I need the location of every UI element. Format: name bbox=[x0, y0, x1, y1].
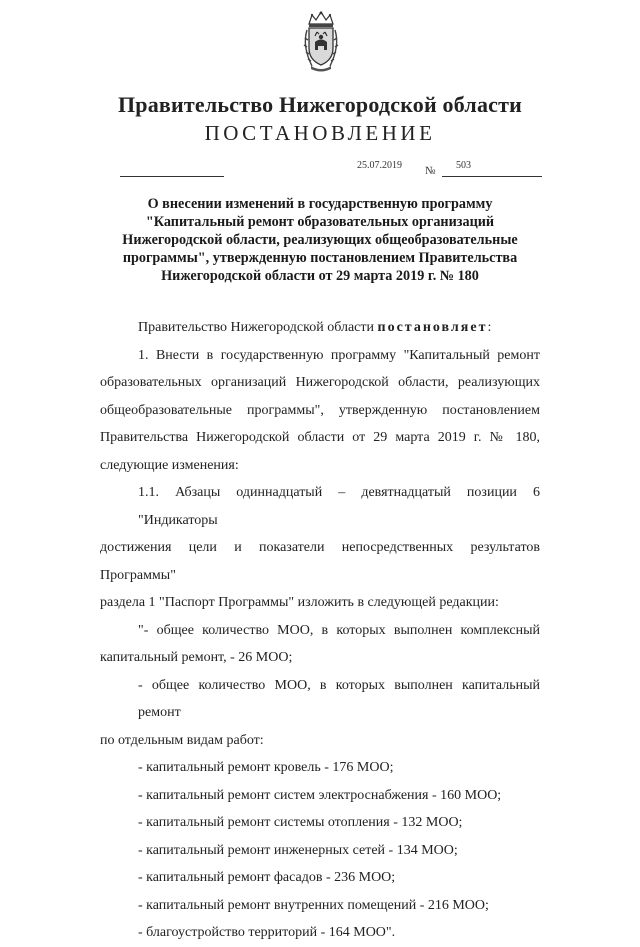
number-sign: № bbox=[425, 165, 436, 177]
decree-lead: Правительство Нижегородской области bbox=[138, 320, 374, 335]
item1-line: Правительства Нижегородской области от 29 марта 2019 г. № 180, bbox=[100, 430, 540, 445]
decree-colon: : bbox=[487, 320, 492, 335]
item1-line: следующие изменения: bbox=[100, 457, 239, 473]
list-item: - капитальный ремонт систем электроснабжения - 160 МОО; bbox=[138, 787, 502, 803]
decree-preamble bbox=[100, 314, 540, 342]
coat-of-arms-emblem bbox=[300, 10, 342, 74]
list-item: - капитальный ремонт системы отопления - 132 МОО; bbox=[138, 815, 463, 830]
quote1-line: капитальный ремонт, - 26 МОО; bbox=[100, 650, 293, 665]
list-item: - капитальный ремонт кровель - 176 МОО; bbox=[138, 760, 394, 775]
quote2-line: - общее количество МОО, в которых выполнен капитальный ремонт bbox=[138, 677, 540, 720]
list-item: - благоустройство территорий - 164 МОО". bbox=[138, 925, 396, 940]
subject-line: Нижегородской области от 29 марта 2019 г. № 180 bbox=[161, 268, 479, 284]
decree-body bbox=[100, 314, 540, 947]
decree-number: 503 bbox=[456, 160, 471, 171]
list-item: - капитальный ремонт инженерных сетей - 134 МОО; bbox=[138, 842, 458, 858]
item11-line: достижения цели и показатели непосредственных результатов Программы" bbox=[100, 540, 540, 583]
subject-line: О внесении изменений в государственную программу bbox=[147, 196, 493, 212]
decree-word: постановляет bbox=[377, 320, 488, 335]
decree-date: 25.07.2019 bbox=[357, 160, 402, 171]
quote2-line: по отдельным видам работ: bbox=[100, 732, 264, 748]
item11-line: 1.1. Абзацы одиннадцатый – девятнадцатый позиции 6 "Индикаторы bbox=[138, 485, 540, 528]
list-item: - капитальный ремонт внутренних помещений - 216 МОО; bbox=[138, 897, 489, 913]
subject-line: Нижегородской области, реализующих общеобразовательные bbox=[122, 232, 518, 248]
quote1-line: "- общее количество МОО, в которых выполнен комплексный bbox=[138, 622, 540, 638]
item1-line: общеобразовательные программы", утвержденную постановлением bbox=[100, 402, 540, 418]
number-underline bbox=[442, 176, 542, 177]
item1-line: 1. Внести в государственную программу "Капитальный ремонт bbox=[138, 347, 540, 363]
org-title: Правительство Нижегородской области bbox=[117, 92, 522, 117]
decree-subject bbox=[110, 195, 530, 285]
subject-line: программы", утвержденную постановлением Правительства bbox=[122, 250, 518, 266]
item11-line: раздела 1 "Паспорт Программы" изложить в следующей редакции: bbox=[100, 595, 499, 610]
subject-line: "Капитальный ремонт образовательных организаций bbox=[145, 214, 495, 230]
item1-line: образовательных организаций Нижегородской области, реализующих bbox=[100, 375, 540, 390]
document-type: ПОСТАНОВЛЕНИЕ bbox=[204, 121, 436, 145]
blank-date-line bbox=[120, 176, 224, 177]
list-item: - капитальный ремонт фасадов - 236 МОО; bbox=[138, 870, 396, 885]
